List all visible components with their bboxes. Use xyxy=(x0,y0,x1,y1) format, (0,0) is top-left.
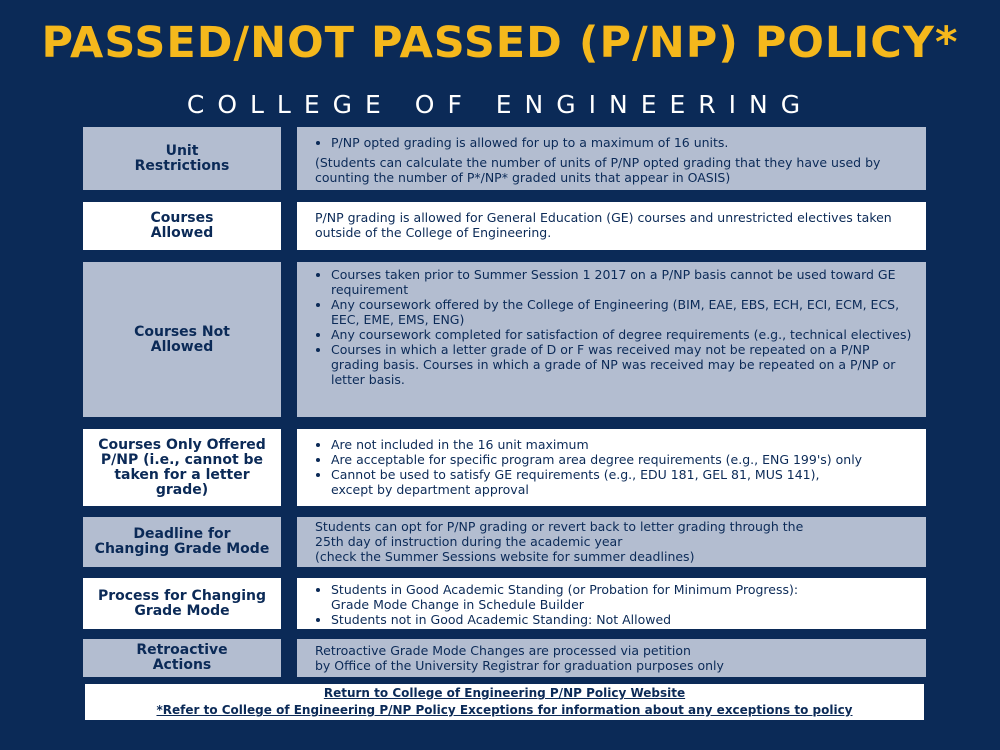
bullet-list xyxy=(315,437,912,497)
bullet-list xyxy=(315,267,912,387)
list-item: • Any coursework completed for satisfaction of degree requirements (e.g., technical electives) xyxy=(331,327,912,342)
list-item: • Students not in Good Academic Standing: Not Allowed xyxy=(331,612,912,627)
policy-website-link[interactable]: Return to College of Engineering P/NP Policy Website xyxy=(323,686,686,700)
list-item: • Students in Good Academic Standing (or Probation for Minimum Progress): Grade Mode Change in Schedule Builder xyxy=(331,582,912,612)
row-label: Process for Changing Grade Mode xyxy=(83,578,281,629)
row-label: Unit Restrictions xyxy=(83,127,281,190)
row-process xyxy=(0,578,1000,629)
policy-exceptions-link[interactable]: *Refer to College of Engineering P/NP Policy Exceptions for information about any exceptions to policy xyxy=(156,703,853,717)
row-content xyxy=(297,578,926,629)
row-text: P/NP grading is allowed for General Education (GE) courses and unrestricted electives taken outside of the College of Engineering. xyxy=(315,210,892,240)
page-subtitle: COLLEGE OF ENGINEERING xyxy=(186,90,814,119)
bullet-list xyxy=(315,582,912,627)
list-item: • Are not included in the 16 unit maximum xyxy=(331,437,912,452)
row-content xyxy=(297,127,926,190)
row-note: (Students can calculate the number of units of P/NP opted grading that they have used by counting the number of P*/NP* graded units that appear in OASIS) xyxy=(315,155,881,185)
bullet-list xyxy=(315,135,912,150)
row-content xyxy=(297,262,926,417)
row-content xyxy=(297,517,926,567)
row-unit-restrictions xyxy=(0,127,1000,190)
row-label: Retroactive Actions xyxy=(83,639,281,677)
page-title: PASSED/NOT PASSED (P/NP) POLICY* xyxy=(41,18,959,68)
row-content xyxy=(297,639,926,677)
row-courses-not-allowed xyxy=(0,262,1000,417)
row-label: Courses Not Allowed xyxy=(83,262,281,417)
footer-links xyxy=(85,684,924,720)
row-courses-only-pnp xyxy=(0,429,1000,506)
row-text: Students can opt for P/NP grading or revert back to letter grading through the 25th day of instruction during the academic year (check the Summer Sessions website for summer deadlines) xyxy=(315,519,804,564)
list-item: • Are acceptable for specific program area degree requirements (e.g., ENG 199's) only xyxy=(331,452,912,467)
list-item: • Cannot be used to satisfy GE requirements (e.g., EDU 181, GEL 81, MUS 141), except by department approval xyxy=(331,467,912,497)
list-item: • Any coursework offered by the College of Engineering (BIM, EAE, EBS, ECH, ECI, ECM, ECS, EEC, EME, EMS, ENG) xyxy=(331,297,912,327)
list-item: • Courses in which a letter grade of D or F was received may not be repeated on a P/NP grading basis. Courses in which a grade of NP was received may be repeated on a P/NP or letter basis. xyxy=(331,342,912,387)
list-item: • P/NP opted grading is allowed for up to a maximum of 16 units. xyxy=(331,135,912,150)
row-label: Courses Only Offered P/NP (i.e., cannot be taken for a letter grade) xyxy=(83,429,281,506)
row-content xyxy=(297,202,926,250)
row-courses-allowed xyxy=(0,202,1000,250)
row-label: Courses Allowed xyxy=(83,202,281,250)
row-deadline xyxy=(0,517,1000,567)
row-label: Deadline for Changing Grade Mode xyxy=(83,517,281,567)
row-retroactive xyxy=(0,639,1000,677)
row-text: Retroactive Grade Mode Changes are processed via petition by Office of the University Registrar for graduation purposes only xyxy=(315,643,724,673)
list-item: • Courses taken prior to Summer Session 1 2017 on a P/NP basis cannot be used toward GE requirement xyxy=(331,267,912,297)
row-content xyxy=(297,429,926,506)
